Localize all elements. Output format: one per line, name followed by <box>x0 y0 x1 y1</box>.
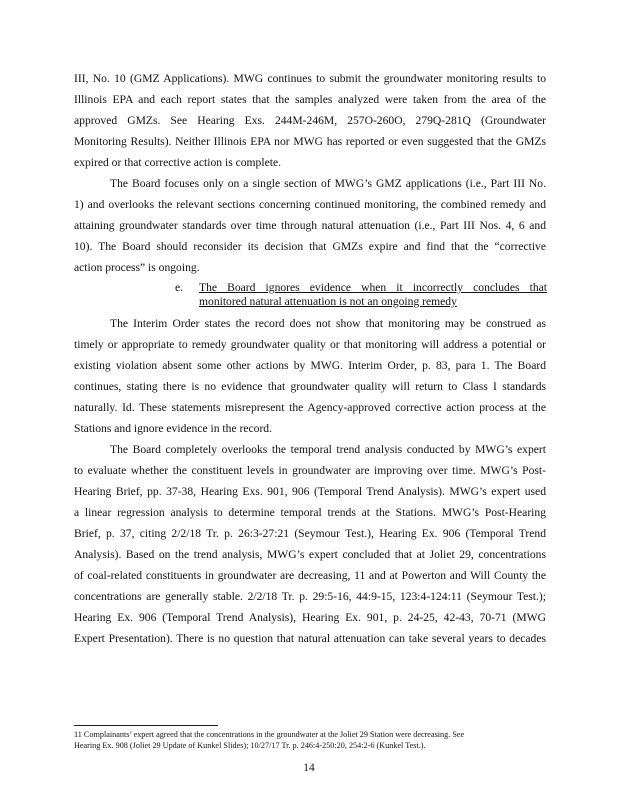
footnote-line: Hearing Ex. 908 (Joliet 29 Update of Kunkel Slides); 10/27/17 Tr. p. 246:4-250:20, 254:2-6 (Kunkel Test.). <box>74 741 426 750</box>
body-line: of coal-related constituents in groundwater are decreasing, 11 and at Powerton and Will County the <box>74 569 546 582</box>
body-line: Hearing Ex. 906 (Temporal Trend Analysis), Hearing Ex. 901, p. 24-25, 42-43, 70-71 (MWG <box>74 611 546 624</box>
body-line: Monitoring Results). Neither Illinois EPA nor MWG has reported or even suggested that the GMZs <box>74 135 546 148</box>
body-line: Brief, p. 37, citing 2/2/18 Tr. p. 26:3-27:21 (Seymour Test.), Hearing Ex. 906 (Temporal Trend <box>74 527 546 540</box>
body-line: action process” is ongoing. <box>74 261 200 274</box>
body-line: 1) and overlooks the relevant sections concerning continued monitoring, the combined remedy and <box>74 198 546 211</box>
body-line: continues, stating there is no evidence that groundwater quality will return to Class I standards <box>74 380 546 393</box>
body-line: Stations and ignore evidence in the record. <box>74 422 272 435</box>
body-line: The Board completely overlooks the temporal trend analysis conducted by MWG’s expert <box>110 443 546 456</box>
body-line: Illinois EPA and each report states that the samples analyzed were taken from the area of the <box>74 93 546 106</box>
heading-line-2: monitored natural attenuation is not an ongoing remedy <box>199 295 457 308</box>
body-line: existing violation absent some other actions by MWG. Interim Order, p. 83, para 1. The Board <box>74 359 546 372</box>
body-line: III, No. 10 (GMZ Applications). MWG continues to submit the groundwater monitoring results to <box>74 72 546 85</box>
body-line: The Interim Order states the record does not show that monitoring may be construed as <box>110 317 546 330</box>
page-number: 14 <box>303 762 315 774</box>
body-line: naturally. Id. These statements misrepresent the Agency-approved corrective action process at the <box>74 401 546 414</box>
body-line: 10). The Board should reconsider its decision that GMZs expire and find that the “corrective <box>74 240 546 253</box>
body-line: a linear regression analysis to determine temporal trends at the Stations. MWG’s Post-Hearing <box>74 506 546 519</box>
body-line: expired or that corrective action is complete. <box>74 156 281 169</box>
body-line: attaining groundwater standards over time through natural attenuation (i.e., Part III Nos. 4, 6 and <box>74 219 546 232</box>
body-line: approved GMZs. See Hearing Exs. 244M-246M, 257O-260O, 279Q-281Q (Groundwater <box>74 114 546 127</box>
body-line: to evaluate whether the constituent levels in groundwater are improving over time. MWG’s Post- <box>74 464 546 477</box>
heading-letter: e. <box>175 281 184 294</box>
body-line: concentrations are generally stable. 2/2/18 Tr. p. 29:5-16, 44:9-15, 123:4-124:11 (Seymour Test.); <box>74 590 546 603</box>
body-line: Analysis). Based on the trend analysis, MWG’s expert concluded that at Joliet 29, concentrations <box>74 548 546 561</box>
body-line: Expert Presentation). There is no question that natural attenuation can take several years to decades <box>74 632 546 645</box>
body-line: The Board focuses only on a single section of MWG’s GMZ applications (i.e., Part III No. <box>110 177 546 190</box>
footnote-line: 11 Complainants’ expert agreed that the concentrations in the groundwater at the Joliet 29 Station were decreasing. See <box>74 730 465 739</box>
section-heading <box>175 281 547 309</box>
footnote-divider <box>74 725 218 726</box>
heading-line-1: The Board ignores evidence when it incorrectly concludes that <box>199 281 547 294</box>
body-line: Hearing Brief, pp. 37-38, Hearing Exs. 901, 906 (Temporal Trend Analysis). MWG’s expert used <box>74 485 546 498</box>
body-line: timely or appropriate to remedy groundwater quality or that monitoring will address a potential or <box>74 338 546 351</box>
